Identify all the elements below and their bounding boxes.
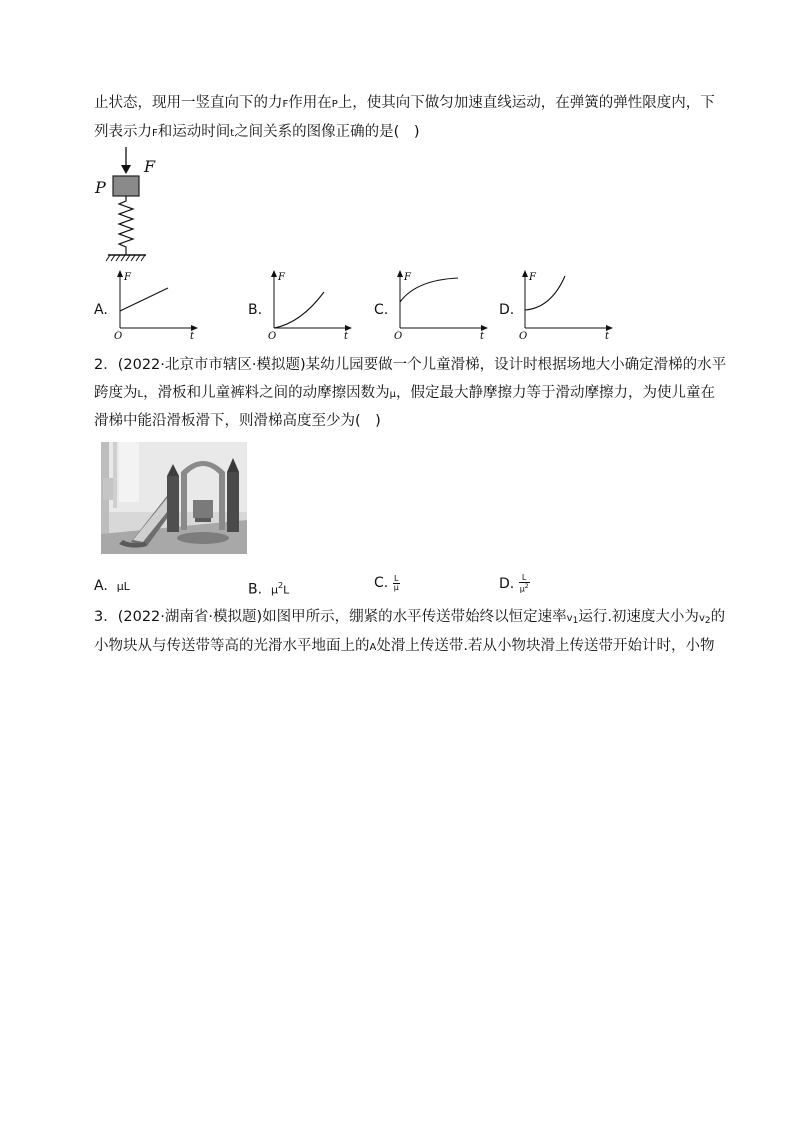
q1-text-line-1: 止状态，现用一竖直向下的力F作用在P上，使其向下做匀加速直线运动，在弹簧的弹性限度内，下 [94,95,715,111]
q1-option-b-letter[interactable]: B. [248,302,263,318]
ground-hatching [106,255,145,261]
graph-a-curve [120,288,168,311]
block-label: P [95,178,106,197]
q1-option-a-letter[interactable]: A. [94,302,108,318]
spring [119,196,133,255]
q3-text-line-2: 小物块从与传送带等高的光滑水平地面上的A处滑上传送带.若从小物块滑上传送带开始计时，小物 [94,638,715,654]
q1-graph-a[interactable] [112,268,202,340]
axis-f-label: F [529,272,536,283]
fraction-l-over-mu: $\frac{L}{\mu}$ [393,573,399,592]
q2-option-c[interactable]: C. $\frac{L}{\mu}$ [374,573,399,592]
axis-t-label: t [190,331,195,340]
q1-graph-c[interactable] [392,268,492,340]
q1-graph-d[interactable] [517,268,617,340]
axis-t-label: t [605,331,610,340]
q2-option-b[interactable]: B. $\mu^2L$ [248,581,290,598]
q2-text-line-3: 滑梯中能沿滑板滑下，则滑梯高度至少为( ) [94,413,381,429]
axis-t-label: t [344,331,349,340]
axis-f-label: F [404,272,411,283]
spring-block-figure [90,145,170,265]
force-label: F [144,157,156,176]
origin-label: O [519,331,528,340]
axis-t-label: t [480,331,485,340]
q1-option-c-letter[interactable]: C. [374,302,389,318]
block-p [113,176,139,196]
origin-label: O [114,331,123,340]
q2-option-a[interactable]: A. μL [94,578,130,594]
slide-photo [101,442,247,554]
q1-graph-b[interactable] [266,268,356,340]
origin-label: O [394,331,403,340]
axis-f-label: F [124,272,131,283]
fraction-l-over-mu-squared: $\frac{L}{\mu^2}$ [519,573,529,594]
q3-text-line-1: 3．(2022·湖南省·模拟题)如图甲所示，绷紧的水平传送带始终以恒定速率$v_1$运行.初速度大小为$v_2$的 [94,609,726,626]
q1-option-d-letter[interactable]: D. [499,302,515,318]
q2-text-line-2: 跨度为L，滑板和儿童裤料之间的动摩擦因数为μ，假定最大静摩擦力等于滑动摩擦力，为使儿童在 [94,385,715,401]
q2-option-d[interactable]: D. $\frac{L}{\mu^2}$ [499,573,529,594]
axis-f-label: F [278,272,285,283]
force-arrow-head [121,165,131,174]
origin-label: O [268,331,277,340]
graph-b-curve [274,292,324,328]
q2-text-line-1: 2．(2022·北京市市辖区·模拟题)某幼儿园要做一个儿童滑梯，设计时根据场地大小确定滑梯的水平 [94,357,727,373]
q1-text-line-2: 列表示力F和运动时间t之间关系的图像正确的是( ) [94,124,420,140]
